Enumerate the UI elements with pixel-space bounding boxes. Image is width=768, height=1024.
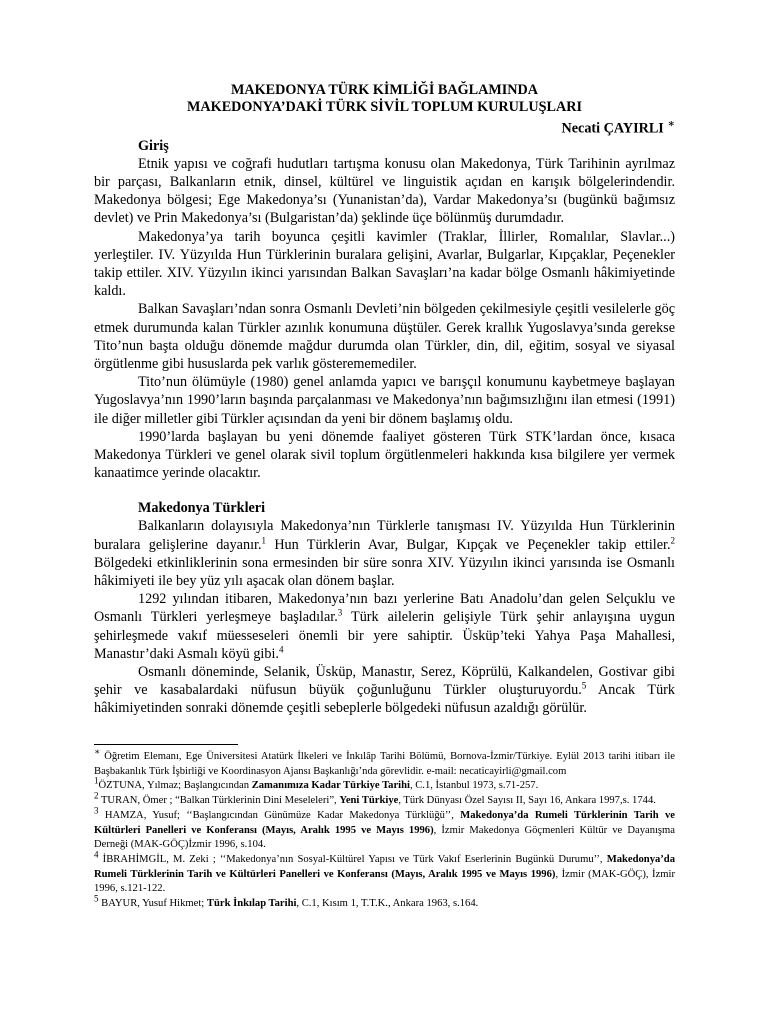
- paragraph: Makedonya’ya tarih boyunca çeşitli kavimler (Traklar, İllirler, Romalılar, Slavlar...) yerleştiler. IV. Yüzyılda Hun Türklerinin buralara gelişini, Avarlar, Bulgarlar, Kıpçaklar, Peçenekler takip ettiler. XIV. Yüzyılın ikinci yarısından Balkan Savaşları’na kadar bölge Osmanlı hâkimiyetinde kaldı.: [94, 228, 675, 300]
- footnote-ref[interactable]: 4: [278, 644, 284, 655]
- author-name: [94, 116, 675, 138]
- paragraph: Osmanlı döneminde, Selanik, Üsküp, Manastır, Serez, Köprülü, Kalkandelen, Gostivar gibi şehir ve kasabalardaki nüfusun büyük çoğunluğunu Türkler oluşturuyordu.$^5$ Ancak Türk hâkimiyetinden sonraki dönemde çeşitli sebeplerle bölgedeki nüfusun azaldığı görülür.: [94, 664, 675, 717]
- paragraph: 1990’larda başlayan bu yeni dönemde faaliyet gösteren Türk STK’lardan önce, kısaca Makedonya Türkleri ve genel olarak sivil toplum örgütlenmeleri hakkında kısa bilgilere yer vermek kanaatimce yerinde olacaktır.: [94, 428, 675, 482]
- section-heading-giris: Giriş: [138, 137, 169, 154]
- footnote-2: $^2$ TURAN, Ömer ; “Balkan Türklerinin Dini Meseleleri”, Yeni Türkiye, Türk Dünyası Özel Sayısı II, Sayı 16, Ankara 1997,s. 1744.: [94, 790, 656, 807]
- section-makedonya-turkleri-body: [94, 517, 675, 717]
- footnote-author: ∗ Öğretim Elemanı, Ege Üniversitesi Atatürk İlkeleri ve İnkılâp Tarihi Bölümü, Bornova-İzmir/Türkiye. Eylül 2013 tarihi itibarı ile Başbakanlık Türk İşbirliği ve Koordinasyon Ajansı Başkanlığı’nda görevlidir. e-mail: necaticayirli@gmail.com: [94, 746, 675, 777]
- footnote-divider: [94, 744, 238, 745]
- paragraph: Balkan Savaşları’ndan sonra Osmanlı Devleti’nin bölgeden çekilmesiyle çeşitli vesilelerle göç etmek durumunda kalan Türkler azınlık konumuna düştüler. Gerek krallık Yugoslavya’sında gerekse Tito’nun başta olduğu dönemde mağdur durumda olan Türkler, din, dil, eğitim, sosyal ve siyasal örgütlenme gibi hususlarda pek varlık gösterememediler.: [94, 301, 675, 372]
- footnote-ref[interactable]: 2: [670, 534, 675, 545]
- footnote-4: $^4$ İBRAHİMGİL, M. Zeki ; ‘‘Makedonya’nın Sosyal-Kültürel Yapısı ve Türk Vakıf Eserlerinin Bugünkü Durumu’’, Makedonya’da Rumeli Türklerinin Tarih ve Kültürleri Panelleri ve Konferansı (Mayıs, Aralık 1995 ve Mayıs 1996), İzmir (MAK-GÖÇ), İzmir 1996, s.121-122.: [94, 849, 676, 895]
- section-giris-body: [94, 155, 675, 483]
- footnote-ref[interactable]: 1: [261, 534, 266, 545]
- footnotes: [94, 746, 676, 912]
- author-name-text: Necati ÇAYIRLI: [561, 120, 664, 137]
- document-title-line-1: MAKEDONYA TÜRK KİMLİĞİ BAĞLAMINDA: [230, 82, 539, 98]
- document-title-line-2: MAKEDONYA’DAKİ TÜRK SİVİL TOPLUM KURULUŞLARI: [187, 99, 582, 115]
- footnote-ref[interactable]: 5: [581, 680, 587, 691]
- document-page: [94, 82, 675, 718]
- author-footnote-mark: ∗: [667, 118, 675, 130]
- paragraph: Etnik yapısı ve coğrafi hudutları tartışma konusu olan Makedonya, Türk Tarihinin ayrılmaz bir parçası, Balkanların etnik, dinsel, kültürel ve linguistik açıdan en karışık bölgelerindendir. Makedonya bölgesi; Ege Makedonya’sı (Yunanistan’da), Vardar Makedonya’sı (bugünkü bağımsız devlet) ve Prin Makedonya’sı (Bulgaristan’da) şeklinde üçe bölünmüş durumdadır.: [94, 155, 675, 227]
- section-heading-makedonya-turkleri: Makedonya Türkleri: [138, 500, 266, 517]
- paragraph: 1292 yılından itibaren, Makedonya’nın bazı yerlerine Batı Anadolu’dan gelen Selçuklu ve Osmanlı Türkleri yerleşmeye başladılar.$^3$ Türk ailelerin gelişiyle Türk şehir anlayışına uygun şehirleşmede vakıf müesseseleri önemli bir yere sahiptir. Üsküp’teki Yahya Paşa Mahallesi, Manastır’daki Asmalı köyü gibi.$^4$: [94, 591, 675, 662]
- paragraph: Tito’nun ölümüyle (1980) genel anlamda yapıcı ve barışçıl konumunu kaybetmeye başlayan Yugoslavya’nın 1990’ların başında parçalanması ve Makedonya’nın bağımsızlığını ilan etmesi (1991) ile diğer milletler gibi Türkler açısından da yeni bir dönem başlamış oldu.: [94, 374, 675, 427]
- paragraph: Balkanların dolayısıyla Makedonya’nın Türklerle tanışması IV. Yüzyılda Hun Türklerinin buralara gelişlerine dayanır.$^1$ Hun Türklerin Avar, Bulgar, Kıpçak ve Peçenekler takip ettiler.$^2$ Bölgedeki etkinliklerinin sona ermesinden bir süre sonra XIV. Yüzyılın ikinci yarısında ise Osmanlı hâkimiyeti ile bey yüz yılı aşacak olan dönem başlar.: [94, 518, 675, 589]
- footnote-1: $^1$ÖZTUNA, Yılmaz; Başlangıcından Zamanımıza Kadar Türkiye Tarihi, C.1, İstanbul 1973, s.71-257.: [94, 775, 539, 792]
- footnote-5: $^5$ BAYUR, Yusuf Hikmet; Türk İnkılap Tarihi, C.1, Kısım 1, T.T.K., Ankara 1963, s.164.: [94, 893, 479, 910]
- footnote-3: $^3$ HAMZA, Yusuf; ‘‘Başlangıcından Günümüze Kadar Makedonya Türklüğü’’, Makedonya’da Rumeli Türklerinin Tarih ve Kültürleri Panelleri ve Konferansı (Mayıs, Aralık 1995 ve Mayıs 1996), İzmir Makedonya Göçmenleri Kültür ve Dayanışma Derneği (MAK-GÖÇ)İzmir 1996, s.104.: [94, 805, 675, 851]
- footnote-ref[interactable]: 3: [337, 607, 343, 618]
